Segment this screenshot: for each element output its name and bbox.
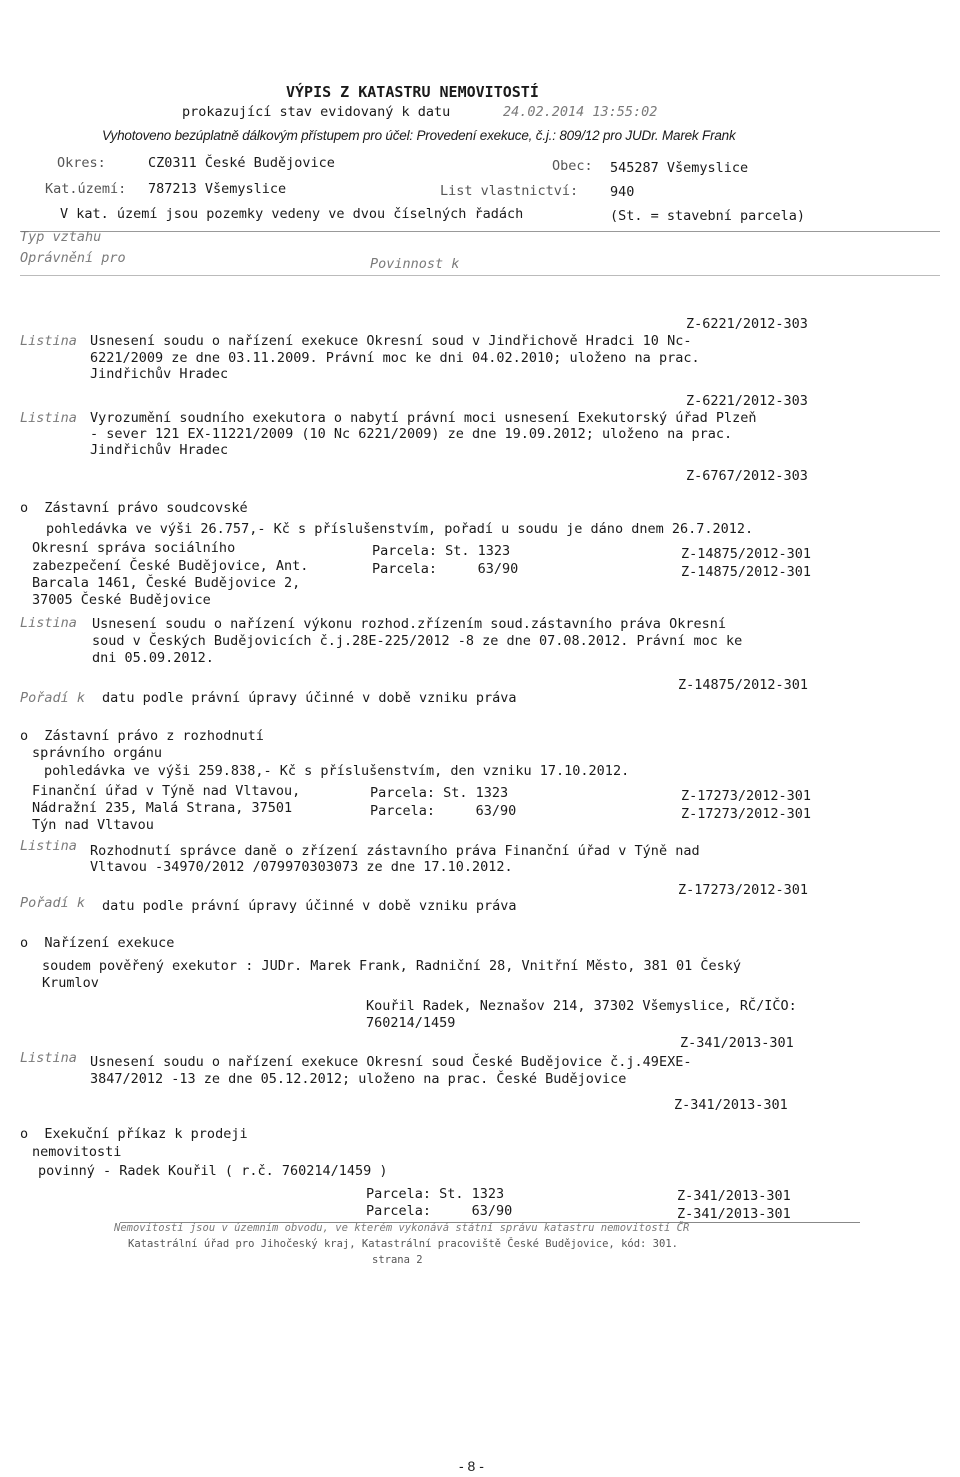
- columns-divider: [20, 275, 940, 276]
- column-povinnost-k: Povinnost k: [370, 256, 460, 272]
- record-line: Z-17273/2012-301: [681, 806, 812, 822]
- record-line: Z-14875/2012-301: [681, 546, 812, 562]
- record-line: Finanční úřad v Týně nad Vltavou,: [32, 783, 301, 799]
- record-line: Z-17273/2012-301: [678, 882, 809, 898]
- record-line: datu podle právní úpravy účinné v době vzniku práva: [102, 898, 517, 914]
- record-line: Parcela: St. 1323: [366, 1186, 505, 1202]
- record-line: Listina: [20, 1050, 77, 1066]
- record-line: soudem pověřený exekutor : JUDr. Marek Frank, Radniční 28, Vnitřní Město, 381 01 Český: [42, 958, 741, 974]
- column-typ-vztahu: Typ vztahu: [20, 229, 102, 245]
- record-line: Jindřichův Hradec: [90, 366, 229, 382]
- record-line: Z-14875/2012-301: [678, 677, 809, 693]
- record-line: datu podle právní úpravy účinné v době vzniku práva: [102, 690, 517, 706]
- record-line: Vyrozumění soudního exekutora o nabytí právní moci usnesení Exekutorský úřad Plzeň: [90, 410, 757, 426]
- record-line: Z-14875/2012-301: [681, 564, 812, 580]
- record-line: Parcela: 63/90: [366, 1203, 513, 1219]
- record-line: - sever 121 EX-11221/2009 (10 Nc 6221/2009) ze dne 19.09.2012; uloženo na prac.: [90, 426, 733, 442]
- record-line: 3847/2012 -13 ze dne 05.12.2012; uloženo na prac. České Budějovice: [90, 1071, 627, 1087]
- record-line: o Zástavní právo z rozhodnutí: [20, 728, 264, 744]
- record-line: správního orgánu: [32, 745, 163, 761]
- subtitle-prefix: prokazující stav evidovaný k datu: [182, 104, 451, 120]
- record-line: Z-6221/2012-303: [686, 393, 808, 409]
- record-line: Okresní správa sociálního: [32, 540, 236, 556]
- subtitle-date: 24.02.2014 13:55:02: [503, 104, 658, 120]
- record-line: Vltavou -34970/2012 /079970303073 ze dne 17.10.2012.: [90, 859, 513, 875]
- record-line: Listina: [20, 615, 77, 631]
- record-line: 37005 České Budějovice: [32, 592, 211, 608]
- record-line: povinný - Radek Kouřil ( r.č. 760214/1459 ): [38, 1163, 388, 1179]
- lv-value: 940: [610, 184, 635, 200]
- record-line: Usnesení soudu o nařízení exekuce Okresní soud České Budějovice č.j.49EXE-: [90, 1054, 692, 1070]
- record-line: Listina: [20, 838, 77, 854]
- record-line: Pořadí k: [20, 895, 86, 911]
- record-line: Z-6221/2012-303: [686, 316, 808, 332]
- record-line: Z-17273/2012-301: [681, 788, 812, 804]
- record-line: Usnesení soudu o nařízení výkonu rozhod.zřízením soud.zástavního práva Okresní: [92, 616, 726, 632]
- record-line: Krumlov: [42, 975, 99, 991]
- record-line: o Nařízení exekuce: [20, 935, 175, 951]
- record-line: pohledávka ve výši 26.757,- Kč s příslušenstvím, pořadí u soudu je dáno dnem 26.7.2012.: [46, 521, 754, 537]
- record-line: Z-6767/2012-303: [686, 468, 808, 484]
- record-line: Nádražní 235, Malá Strana, 37501: [32, 800, 293, 816]
- record-line: o Exekuční příkaz k prodeji: [20, 1126, 248, 1142]
- record-line: zabezpečení České Budějovice, Ant.: [32, 558, 309, 574]
- katuzemi-value: 787213 Všemyslice: [148, 181, 287, 197]
- record-line: Rozhodnutí správce daně o zřízení zástavního práva Finanční úřad v Týně nad: [90, 843, 700, 859]
- parcel-series-note-right: (St. = stavební parcela): [610, 208, 806, 224]
- footer-page-label: strana 2: [372, 1254, 423, 1266]
- record-line: Týn nad Vltavou: [32, 817, 154, 833]
- header-divider: [20, 231, 940, 232]
- okres-label: Okres:: [57, 155, 106, 171]
- record-line: Z-341/2013-301: [674, 1097, 788, 1113]
- record-line: soud v Českých Budějovicích č.j.28E-225/2012 -8 ze dne 07.08.2012. Právní moc ke: [92, 633, 743, 649]
- record-line: Listina: [20, 333, 77, 349]
- record-line: pohledávka ve výši 259.838,- Kč s příslušenstvím, den vzniku 17.10.2012.: [44, 763, 630, 779]
- record-line: Parcela: 63/90: [370, 803, 517, 819]
- record-line: Barcala 1461, České Budějovice 2,: [32, 575, 301, 591]
- record-line: Usnesení soudu o nařízení exekuce Okresní soud v Jindřichově Hradci 10 Nc-: [90, 333, 692, 349]
- record-line: Pořadí k: [20, 690, 86, 706]
- record-line: Parcela: St. 1323: [370, 785, 509, 801]
- record-line: Parcela: 63/90: [372, 561, 519, 577]
- document-title: VÝPIS Z KATASTRU NEMOVITOSTÍ: [286, 83, 539, 101]
- obec-value: 545287 Všemyslice: [610, 160, 749, 176]
- katuzemi-label: Kat.území:: [45, 181, 127, 197]
- record-line: Parcela: St. 1323: [372, 543, 511, 559]
- record-line: Listina: [20, 410, 77, 426]
- lv-label: List vlastnictví:: [440, 183, 579, 199]
- record-line: Z-341/2013-301: [680, 1035, 794, 1051]
- column-opravneni-pro: Oprávnění pro: [20, 250, 126, 266]
- record-line: o Zástavní právo soudcovské: [20, 500, 248, 516]
- record-line: 6221/2009 ze dne 03.11.2009. Právní moc ke dni 04.02.2010; uloženo na prac.: [90, 350, 700, 366]
- record-line: Z-341/2013-301: [677, 1206, 791, 1222]
- record-line: Z-341/2013-301: [677, 1188, 791, 1204]
- record-line: Kouřil Radek, Neznašov 214, 37302 Všemyslice, RČ/IČO:: [366, 998, 797, 1014]
- record-line: Jindřichův Hradec: [90, 442, 229, 458]
- remote-access-line: Vyhotoveno bezúplatně dálkovým přístupem pro účel: Provedení exekuce, č.j.: 809/12 pro JUDr. Marek Frank: [102, 128, 736, 143]
- footer-office-line: Katastrální úřad pro Jihočeský kraj, Katastrální pracoviště České Budějovice, kód: 301.: [128, 1238, 678, 1250]
- record-line: nemovitosti: [32, 1144, 122, 1160]
- okres-value: CZ0311 České Budějovice: [148, 155, 335, 171]
- parcel-series-note: V kat. území jsou pozemky vedeny ve dvou číselných řadách: [60, 206, 524, 222]
- page-number: - 8 -: [459, 1458, 484, 1474]
- obec-label: Obec:: [552, 158, 593, 174]
- record-line: dni 05.09.2012.: [92, 650, 214, 666]
- footer-jurisdiction-line: Nemovitosti jsou v územním obvodu, ve kterém vykonává státní správu katastru nemovitostí ČR: [114, 1222, 690, 1234]
- record-line: 760214/1459: [366, 1015, 456, 1031]
